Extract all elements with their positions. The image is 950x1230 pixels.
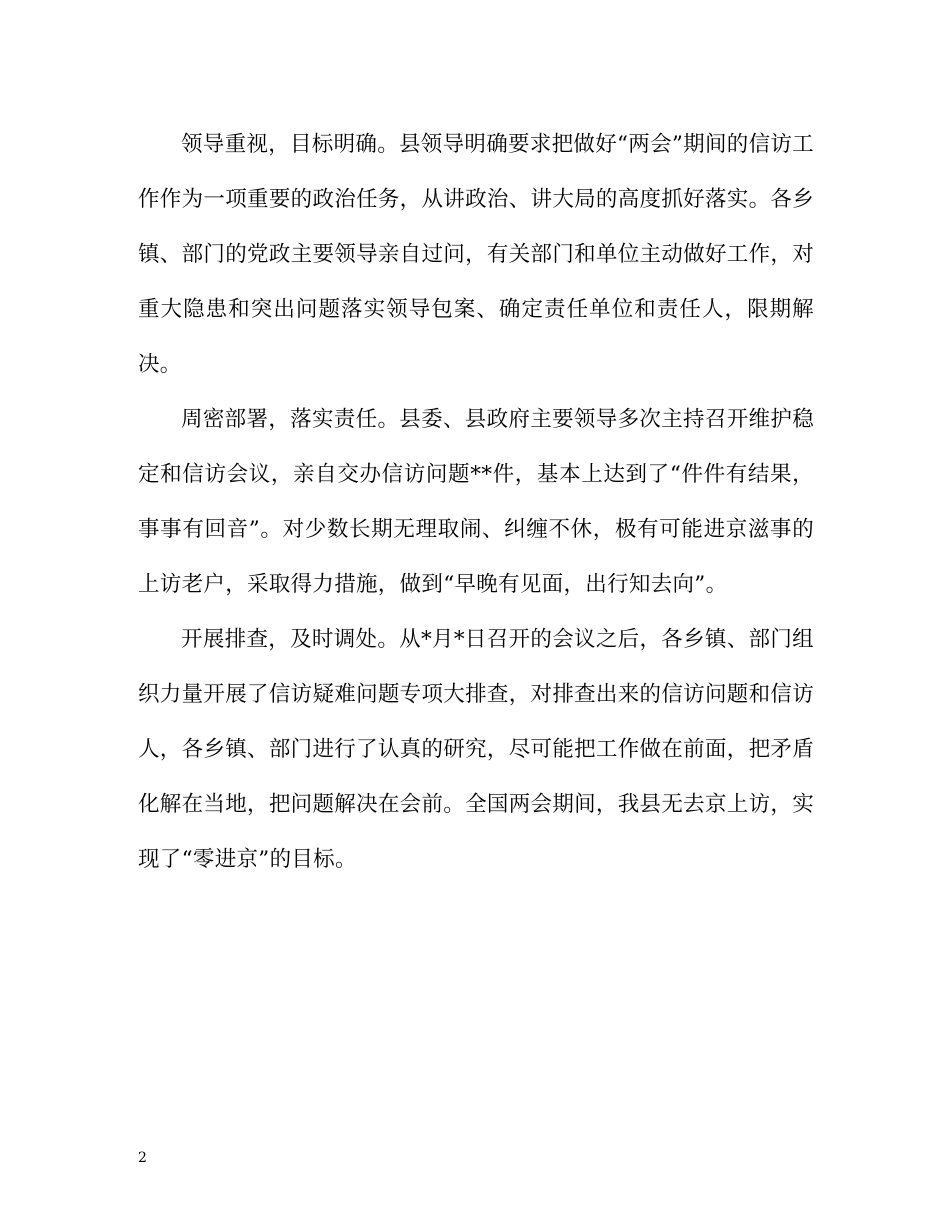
paragraph-investigation: 开展排查，及时调处。从*月*日召开的会议之后，各乡镇、部门组织力量开展了信访疑难问题专项大排查，对排查出来的信访问题和信访人，各乡镇、部门进行了认真的研究，尽可能把工作做在前面，把矛盾化解在当地，把问题解决在会前。全国两会期间，我县无去京上访，实现了“零进京”的目标。 [138,627,814,872]
paragraph-leadership: 领导重视，目标明确。县领导明确要求把做好“两会”期间的信访工作作为一项重要的政治任务，从讲政治、讲大局的高度抓好落实。各乡镇、部门的党政主要领导亲自过问，有关部门和单位主动做好工作，对重大隐患和突出问题落实领导包案、确定责任单位和责任人，限期解决。 [138,132,814,377]
page-number: 2 [138,1150,147,1166]
paragraph-deployment: 周密部署，落实责任。县委、县政府主要领导多次主持召开维护稳定和信访会议，亲自交办信访问题**件，基本上达到了“件件有结果，事事有回音”。对少数长期无理取闹、纠缠不休，极有可能进京滋事的上访老户，采取得力措施，做到“早晚有见面，出行知去向”。 [138,407,814,597]
body-text [138,117,814,887]
